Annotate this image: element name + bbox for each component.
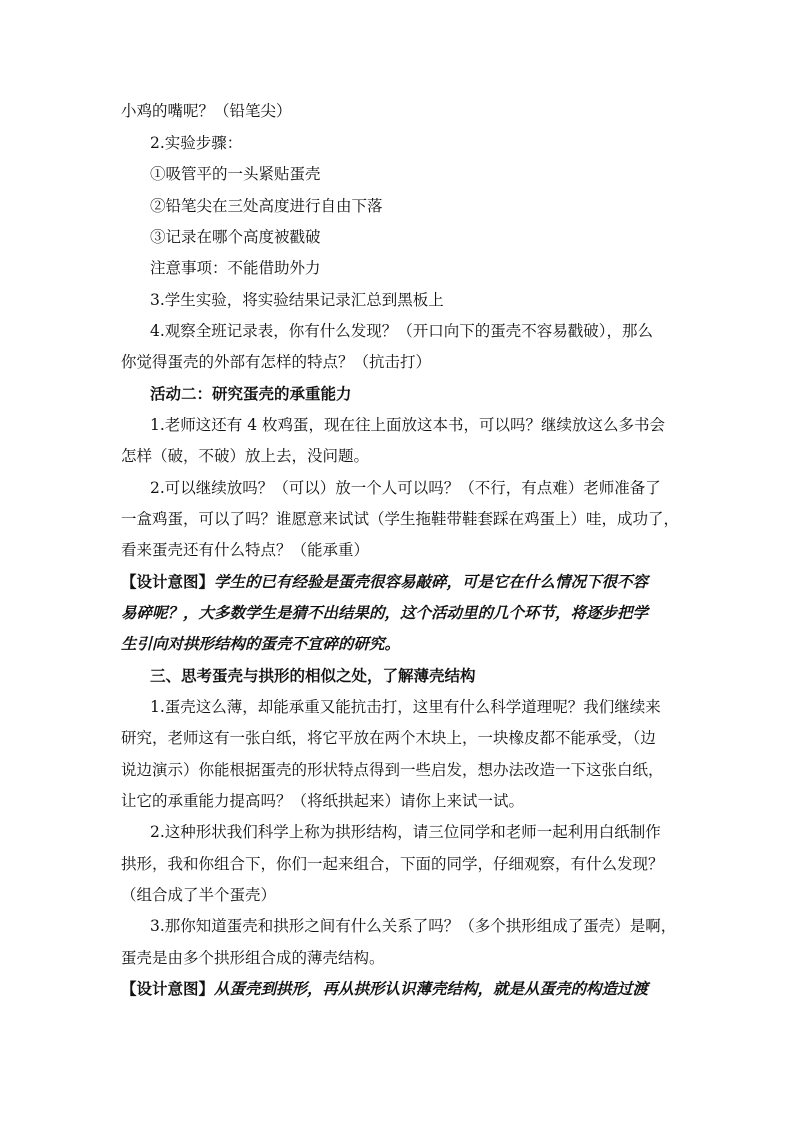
note-line: 注意事项：不能借助外力 (150, 259, 321, 277)
text-line: 怎样（破，不破）放上去，没问题。 (121, 447, 370, 465)
text-line: 蛋壳是由多个拱形组合成的薄壳结构。 (121, 949, 385, 967)
text-line: 3.那你知道蛋壳和拱形之间有什么关系了吗？（多个拱形组成了蛋壳）是啊， (150, 917, 677, 935)
design-intent-text: 从蛋壳到拱形，再从拱形认识薄壳结构，就是从蛋壳的构造过渡 (214, 979, 649, 998)
list-item: ①吸管平的一头紧贴蛋壳 (150, 165, 321, 183)
list-item: ③记录在哪个高度被戳破 (150, 228, 321, 246)
activity-heading: 活动二：研究蛋壳的承重能力 (150, 385, 352, 403)
text-line: 让它的承重能力提高吗？（将纸拱起来）请你上来试一试。 (121, 792, 525, 810)
text-line: 3.学生实验，将实验结果记录汇总到黑板上 (150, 291, 444, 309)
text-line: 4.观察全班记录表，你有什么发现？（开口向下的蛋壳不容易戳破），那么 (150, 322, 654, 340)
design-intent-text: 学生的已有经验是蛋壳很容易敲碎，可是它在什么情况下很不容 (214, 572, 649, 591)
text-line: 说边演示）你能根据蛋壳的形状特点得到一些启发，想办法改造一下这张白纸， (121, 761, 664, 779)
design-intent-line (0, 572, 794, 592)
text-line: 拱形，我和你组合下，你们一起来组合，下面的同学，仔细观察，有什么发现？ (121, 855, 664, 873)
text-line: 研究，老师这有一张白纸，将它平放在两个木块上，一块橡皮都不能承受，（边 (121, 729, 656, 747)
design-intent-tag: 【设计意图】 (121, 979, 215, 998)
design-intent-line: 易碎呢？，大多数学生是猜不出结果的，这个活动里的几个环节，将逐步把学 (121, 603, 649, 622)
section-heading: 三、思考蛋壳与拱形的相似之处，了解薄壳结构 (150, 667, 476, 685)
text-line: （组合成了半个蛋壳） (121, 886, 277, 904)
text-line: 1.老师这还有 4 枚鸡蛋，现在往上面放这本书，可以吗？继续放这么多书会 (150, 416, 666, 434)
text-line: 小鸡的嘴呢？（铅笔尖） (121, 102, 292, 120)
text-line: 看来蛋壳还有什么特点？（能承重） (121, 541, 370, 559)
design-intent-line (0, 979, 794, 999)
text-line: 2.这种形状我们科学上称为拱形结构，请三位同学和老师一起利用白纸制作 (150, 823, 661, 841)
list-item: ②铅笔尖在三处高度进行自由下落 (150, 197, 383, 215)
design-intent-line: 生引向对拱形结构的蛋壳不宜碎的研究。 (121, 634, 401, 653)
text-line: 2.可以继续放吗？（可以）放一个人可以吗？（不行，有点难）老师准备了 (150, 479, 661, 497)
design-intent-tag: 【设计意图】 (121, 572, 215, 591)
text-line: 你觉得蛋壳的外部有怎样的特点？（抗击打） (121, 353, 432, 371)
text-line: 一盒鸡蛋，可以了吗？谁愿意来试试（学生拖鞋带鞋套踩在鸡蛋上）哇，成功了， (121, 510, 680, 528)
step-heading: 2.实验步骤： (150, 134, 243, 152)
text-line: 1.蛋壳这么薄，却能承重又能抗击打，这里有什么科学道理呢？我们继续来 (150, 698, 661, 716)
